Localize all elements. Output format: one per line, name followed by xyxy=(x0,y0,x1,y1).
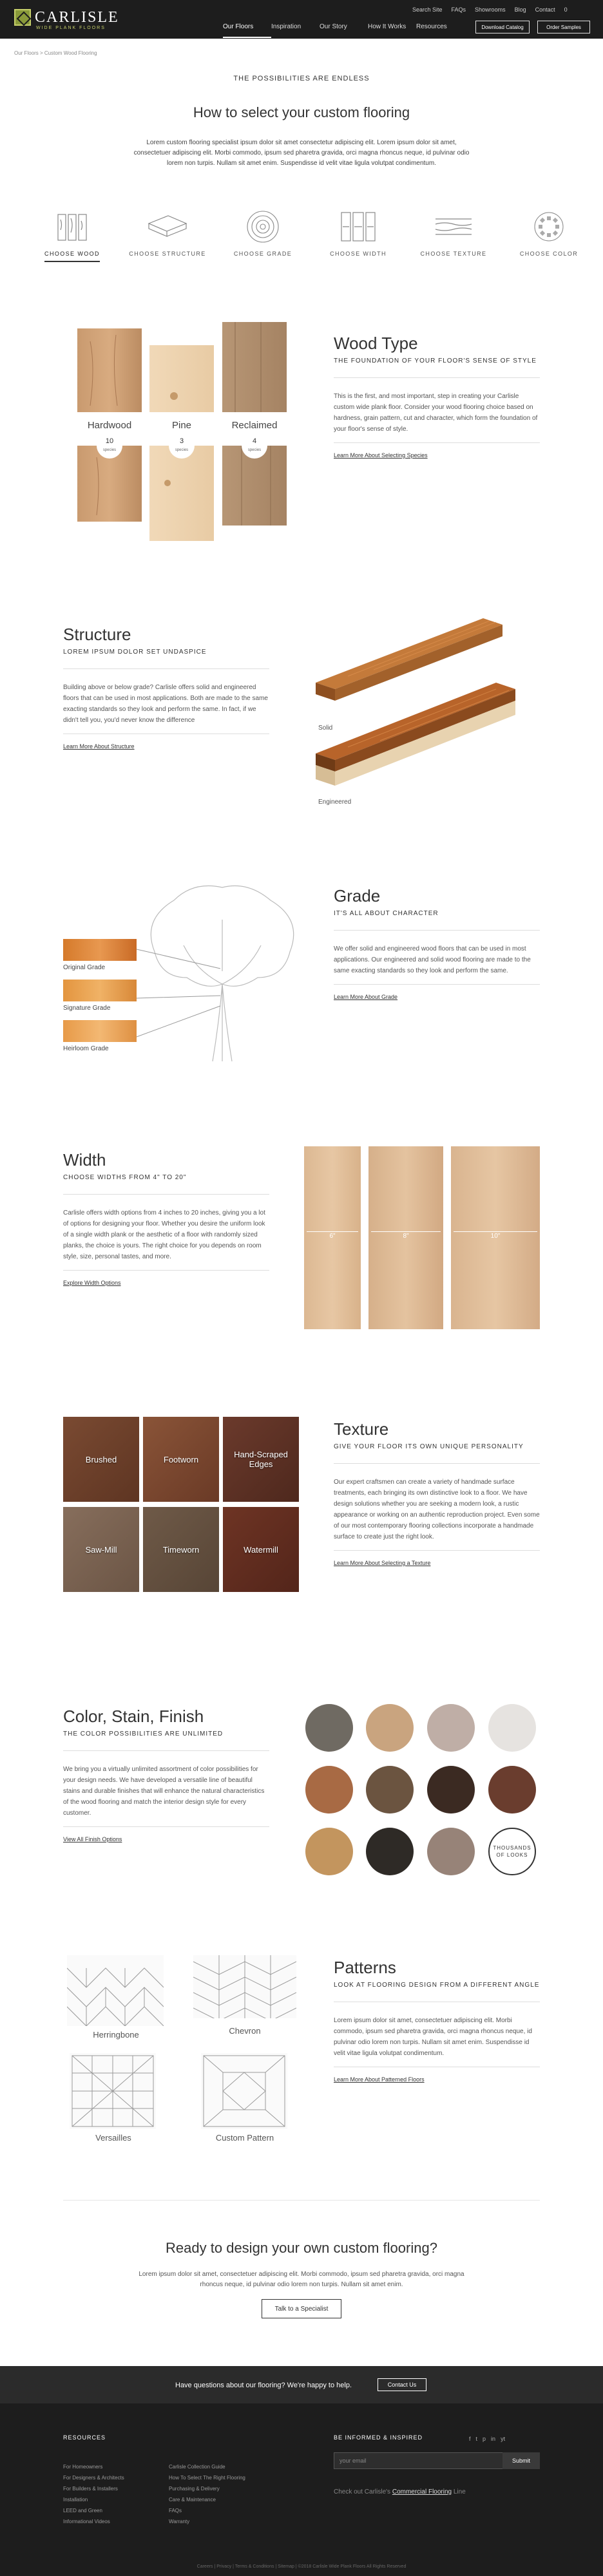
step-label: CHOOSE WOOD xyxy=(44,251,100,262)
signature-grade-label: Signature Grade xyxy=(63,1005,111,1012)
youtube-icon[interactable]: yt xyxy=(501,2436,506,2442)
width-link[interactable]: Explore Width Options xyxy=(63,1280,121,1286)
footer-link[interactable]: FAQs xyxy=(169,2508,182,2514)
hardwood-species-badge xyxy=(97,433,122,459)
wood-type-images xyxy=(77,322,225,541)
showrooms-link[interactable]: Showrooms xyxy=(475,6,506,13)
footer-link[interactable]: Informational Videos xyxy=(63,2519,110,2524)
footer-link[interactable]: How To Select The Right Flooring xyxy=(169,2475,245,2481)
color-swatch[interactable] xyxy=(427,1828,475,1875)
color-text xyxy=(63,1707,269,1842)
color-swatch[interactable] xyxy=(488,1766,536,1814)
site-header xyxy=(0,0,603,39)
heirloom-grade-label: Heirloom Grade xyxy=(63,1045,109,1052)
footer-col-1 xyxy=(63,2461,124,2527)
species-unit: species xyxy=(247,448,262,452)
nav-resources[interactable]: Resources xyxy=(416,23,447,30)
reclaimed-image-top xyxy=(222,322,287,412)
width-icon xyxy=(311,204,406,250)
download-catalog-button[interactable]: Download Catalog xyxy=(475,21,530,33)
section-divider xyxy=(63,2200,540,2201)
wood-type-link[interactable]: Learn More About Selecting Species xyxy=(334,452,428,459)
intro-body: Lorem custom flooring specialist ipsum dolor sit amet consectetur adipiscing elit. Lorem ipsum dolor sit amet, consectetuer adipiscing elit. Morbi commodo, ipsum sed pharetra gravida, orci magna rhoncus neque, id pulvinar odio lorem non turpis. Nullam sit amet enim. Suspendisse id velit vitae ligula volutpat condimentum. xyxy=(133,139,470,167)
questions-bar xyxy=(0,2366,603,2403)
species-count: 10 xyxy=(105,437,114,445)
color-link[interactable]: View All Finish Options xyxy=(63,1836,122,1842)
main-nav xyxy=(223,23,464,38)
submit-button[interactable]: Submit xyxy=(503,2452,540,2469)
email-input[interactable]: your email xyxy=(334,2452,540,2469)
species-unit: species xyxy=(102,448,117,452)
patterns-link[interactable]: Learn More About Patterned Floors xyxy=(334,2076,425,2083)
footer-link[interactable]: Care & Maintenance xyxy=(169,2497,216,2503)
commercial-line-text xyxy=(334,2488,466,2496)
structure-icon xyxy=(120,204,215,250)
site-footer xyxy=(0,2403,603,2576)
structure-subtitle: LOREM IPSUM DOLOR SET UNDASPICE xyxy=(63,649,207,656)
footer-link[interactable]: For Builders & Installers xyxy=(63,2486,118,2492)
structure-text xyxy=(63,625,269,750)
facebook-icon[interactable]: f xyxy=(469,2436,471,2442)
wood-type-body: This is the first, and most important, step in creating your Carlisle custom wide plank floor. Consider your wood flooring choice based on hardness, grain pattern, cut and character, which form the foundation of your floor's sense of style. xyxy=(334,393,538,433)
structure-planks-illustration xyxy=(309,618,548,824)
tree-ring-icon xyxy=(215,204,311,250)
solid-label: Solid xyxy=(318,724,333,732)
twitter-icon[interactable]: t xyxy=(475,2436,478,2442)
page-title: How to select your custom flooring xyxy=(193,104,410,120)
talk-to-specialist-button[interactable]: Talk to a Specialist xyxy=(262,2299,341,2318)
step-label: CHOOSE COLOR xyxy=(519,251,579,257)
breadcrumb[interactable]: Our Floors > Custom Wood Flooring xyxy=(14,50,97,56)
footer-link[interactable]: For Designers & Architects xyxy=(63,2475,124,2481)
footer-link[interactable]: For Homeowners xyxy=(63,2464,103,2470)
color-swatch[interactable] xyxy=(305,1704,353,1752)
texture-link[interactable]: Learn More About Selecting a Texture xyxy=(334,1560,431,1566)
texture-title: Texture xyxy=(334,1419,389,1439)
step-label: CHOOSE TEXTURE xyxy=(420,251,487,257)
step-choose-color[interactable] xyxy=(501,204,597,262)
species-count: 3 xyxy=(179,437,184,445)
color-swatch[interactable] xyxy=(488,1704,536,1752)
engineered-label: Engineered xyxy=(318,799,352,806)
thousands-of-looks-badge[interactable]: THOUSANDS OF LOOKS xyxy=(488,1828,536,1875)
herringbone-label: Herringbone xyxy=(93,2030,139,2040)
color-swatch[interactable] xyxy=(427,1766,475,1814)
step-choose-wood[interactable] xyxy=(24,204,120,262)
step-nav xyxy=(24,204,597,262)
species-unit: species xyxy=(175,448,189,452)
chevron-label: Chevron xyxy=(229,2026,261,2036)
intro-eyebrow: THE POSSIBILITIES ARE ENDLESS xyxy=(233,75,370,82)
color-swatch[interactable] xyxy=(305,1828,353,1875)
width-title: Width xyxy=(63,1150,106,1170)
step-label: CHOOSE GRADE xyxy=(233,251,292,257)
step-choose-structure[interactable] xyxy=(120,204,215,262)
blog-link[interactable]: Blog xyxy=(514,6,526,13)
grade-pointer-lines xyxy=(137,940,227,1043)
custom-pattern[interactable] xyxy=(201,2053,287,2129)
width-body: Carlisle offers width options from 4 inches to 20 inches, giving you a lot of options for designing your floor. Whether you desire the uniform look of a single width plank or the aesthetic of a floor with randomly sized planks, the choice is yours. The right choice for you depends on room style, size, personal tastes, and more. xyxy=(63,1209,265,1260)
cta-title: Ready to design your own custom flooring? xyxy=(166,2240,437,2256)
plank-width-label: 6" xyxy=(329,1233,336,1240)
hardwood-label: Hardwood xyxy=(87,420,132,431)
informed-heading: BE INFORMED & INSPIRED xyxy=(334,2434,423,2441)
nav-our-story[interactable]: Our Story xyxy=(320,23,347,30)
utility-nav xyxy=(412,6,568,13)
grade-link[interactable]: Learn More About Grade xyxy=(334,994,398,1000)
commercial-prefix: Check out Carlisle's xyxy=(334,2488,391,2496)
structure-title: Structure xyxy=(63,625,131,644)
texture-subtitle: GIVE YOUR FLOOR ITS OWN UNIQUE PERSONALITY xyxy=(334,1443,524,1450)
structure-body: Building above or below grade? Carlisle offers solid and engineered floors that can be used in most applications. Both are made to the same exacting standards so they look and perform the same. In fact, if we didn't tell you, you'd never know the difference xyxy=(63,684,268,724)
step-label: CHOOSE WIDTH xyxy=(330,251,387,257)
color-swatch[interactable] xyxy=(366,1704,414,1752)
color-swatch[interactable] xyxy=(366,1766,414,1814)
patterns-text xyxy=(334,1958,540,2083)
grade-samples xyxy=(63,939,137,1052)
patterns-body: Lorem ipsum dolor sit amet, consectetuer adipiscing elit. Morbi commodo, ipsum sed pharetra gravida, orci magna rhoncus neque, id pulvinar odio lorem non turpis. Nullam sit amet enim. Suspendisse id velit vitae ligula volutpat condimentum. xyxy=(334,2017,532,2057)
contact-link[interactable]: Contact xyxy=(535,6,555,13)
contact-us-button[interactable]: Contact Us xyxy=(378,2378,426,2391)
pinterest-icon[interactable]: p xyxy=(483,2436,486,2442)
step-choose-grade[interactable] xyxy=(215,204,311,262)
footer-link[interactable]: Warranty xyxy=(169,2519,190,2524)
structure-link[interactable]: Learn More About Structure xyxy=(63,743,135,750)
texture-icon xyxy=(406,204,501,250)
grade-subtitle: IT'S ALL ABOUT CHARACTER xyxy=(334,910,439,917)
texture-watermill[interactable]: Watermill xyxy=(223,1507,299,1592)
signature-grade-image xyxy=(63,980,137,1001)
step-choose-width[interactable] xyxy=(311,204,406,262)
copyright: Careers | Privacy | Terms & Conditions | Sitemap | ©2018 Carlisle Wide Plank Floors All Rights Reserved xyxy=(196,2564,407,2569)
color-swatch[interactable] xyxy=(305,1766,353,1814)
grade-text xyxy=(334,886,540,1000)
pine-label: Pine xyxy=(171,420,192,431)
original-grade-image xyxy=(63,939,137,961)
hardwood-image-top xyxy=(77,328,142,412)
plank-width-label: 10" xyxy=(490,1233,501,1240)
plank-6in xyxy=(304,1146,361,1329)
texture-saw-mill[interactable]: Saw-Mill xyxy=(63,1507,139,1592)
plank-8in xyxy=(368,1146,443,1329)
wood-type-text xyxy=(334,334,540,459)
instagram-icon[interactable]: in xyxy=(491,2436,496,2442)
color-subtitle: THE COLOR POSSIBILITIES ARE UNLIMITED xyxy=(63,1730,224,1738)
reclaimed-species-badge xyxy=(242,433,267,459)
chevron-pattern[interactable] xyxy=(193,1955,296,2018)
texture-footworn[interactable]: Footworn xyxy=(143,1417,219,1502)
brand-name[interactable]: CARLISLE xyxy=(35,9,119,26)
width-text xyxy=(63,1150,269,1286)
reclaimed-label: Reclaimed xyxy=(231,420,278,431)
pine-species-badge xyxy=(169,433,195,459)
cart-count[interactable]: 0 xyxy=(564,6,568,13)
texture-text xyxy=(334,1419,540,1566)
questions-text: Have questions about our flooring? We're happy to help. xyxy=(175,2382,352,2389)
heirloom-grade-image xyxy=(63,1020,137,1042)
patterns-subtitle: LOOK AT FLOORING DESIGN FROM A DIFFERENT ANGLE xyxy=(334,1982,540,1989)
wood-type-title: Wood Type xyxy=(334,334,418,353)
footer-col-2 xyxy=(169,2461,245,2527)
width-subtitle: CHOOSE WIDTHS FROM 4" TO 20" xyxy=(63,1174,187,1181)
texture-hand-scraped-edges[interactable]: Hand-Scraped Edges xyxy=(223,1417,299,1502)
color-wheel-icon xyxy=(501,204,597,250)
step-choose-texture[interactable] xyxy=(406,204,501,262)
custom-pattern-label: Custom Pattern xyxy=(215,2133,274,2143)
species-count: 4 xyxy=(252,437,257,445)
texture-brushed[interactable]: Brushed xyxy=(63,1417,139,1502)
herringbone-pattern[interactable] xyxy=(67,1955,164,2026)
texture-timeworn[interactable]: Timeworn xyxy=(143,1507,219,1592)
step-label: CHOOSE STRUCTURE xyxy=(129,251,206,257)
versailles-pattern[interactable] xyxy=(70,2053,156,2129)
logo-icon[interactable] xyxy=(14,9,31,26)
cta-body: Lorem ipsum dolor sit amet, consectetuer adipiscing elit. Morbi commodo, ipsum sed pharetra gravida, orci magna rhoncus neque, id pulvinar odio lorem non turpis. Nullam sit amet enim. xyxy=(139,2271,464,2288)
footer-link[interactable]: Carlisle Collection Guide xyxy=(169,2464,225,2470)
nav-inspiration[interactable]: Inspiration xyxy=(271,23,302,30)
pine-image-bottom xyxy=(149,446,214,541)
footer-link[interactable]: Purchasing & Delivery xyxy=(169,2486,220,2492)
color-title: Color, Stain, Finish xyxy=(63,1707,204,1726)
nav-how-it-works[interactable]: How It Works xyxy=(368,23,407,30)
resources-heading: RESOURCES xyxy=(63,2434,106,2441)
footer-link[interactable]: Installation xyxy=(63,2497,88,2503)
commercial-flooring-link[interactable]: Commercial Flooring xyxy=(392,2488,452,2496)
search-link[interactable]: Search Site xyxy=(412,6,443,13)
social-links xyxy=(469,2436,505,2442)
order-samples-button[interactable]: Order Samples xyxy=(537,21,590,33)
versailles-label: Versailles xyxy=(95,2133,131,2143)
commercial-suffix: Line xyxy=(453,2488,466,2496)
grade-title: Grade xyxy=(334,886,381,905)
plank-width-label: 8" xyxy=(403,1233,409,1240)
plank-10in xyxy=(451,1146,540,1329)
wood-type-subtitle: THE FOUNDATION OF YOUR FLOOR'S SENSE OF STYLE xyxy=(334,357,537,365)
nav-our-floors[interactable]: Our Floors xyxy=(223,23,271,38)
brand-tagline: WIDE PLANK FLOORS xyxy=(36,26,106,30)
texture-body: Our expert craftsmen can create a variety of handmade surface treatments, each bringing its own distinctive look to a floor. We have design solutions whether you are seeking a modern look, a rustic appearance or working on an authentic reproduction project. Even some of our most contemporary flooring collections incorporate a handmade surface to create just the right look. xyxy=(334,1479,540,1540)
patterns-title: Patterns xyxy=(334,1958,396,1977)
wood-planks-icon xyxy=(24,204,120,250)
pine-image-top xyxy=(149,345,214,412)
faqs-link[interactable]: FAQs xyxy=(451,6,466,13)
color-body: We bring you a virtually unlimited assortment of color possibilities for your design needs. We have developed a versatile line of beautiful stains and durable finishes that will enhance the natural characteristics of the wood flooring and match the interior design style for every customer. xyxy=(63,1766,265,1817)
original-grade-label: Original Grade xyxy=(63,964,106,971)
color-swatch[interactable] xyxy=(366,1828,414,1875)
grade-body: We offer solid and engineered wood floors that can be used in most applications. Our engineered and solid wood flooring are made to the same exacting standards so they look and perform the same. xyxy=(334,945,531,974)
footer-link[interactable]: LEED and Green xyxy=(63,2508,102,2514)
color-swatch[interactable] xyxy=(427,1704,475,1752)
